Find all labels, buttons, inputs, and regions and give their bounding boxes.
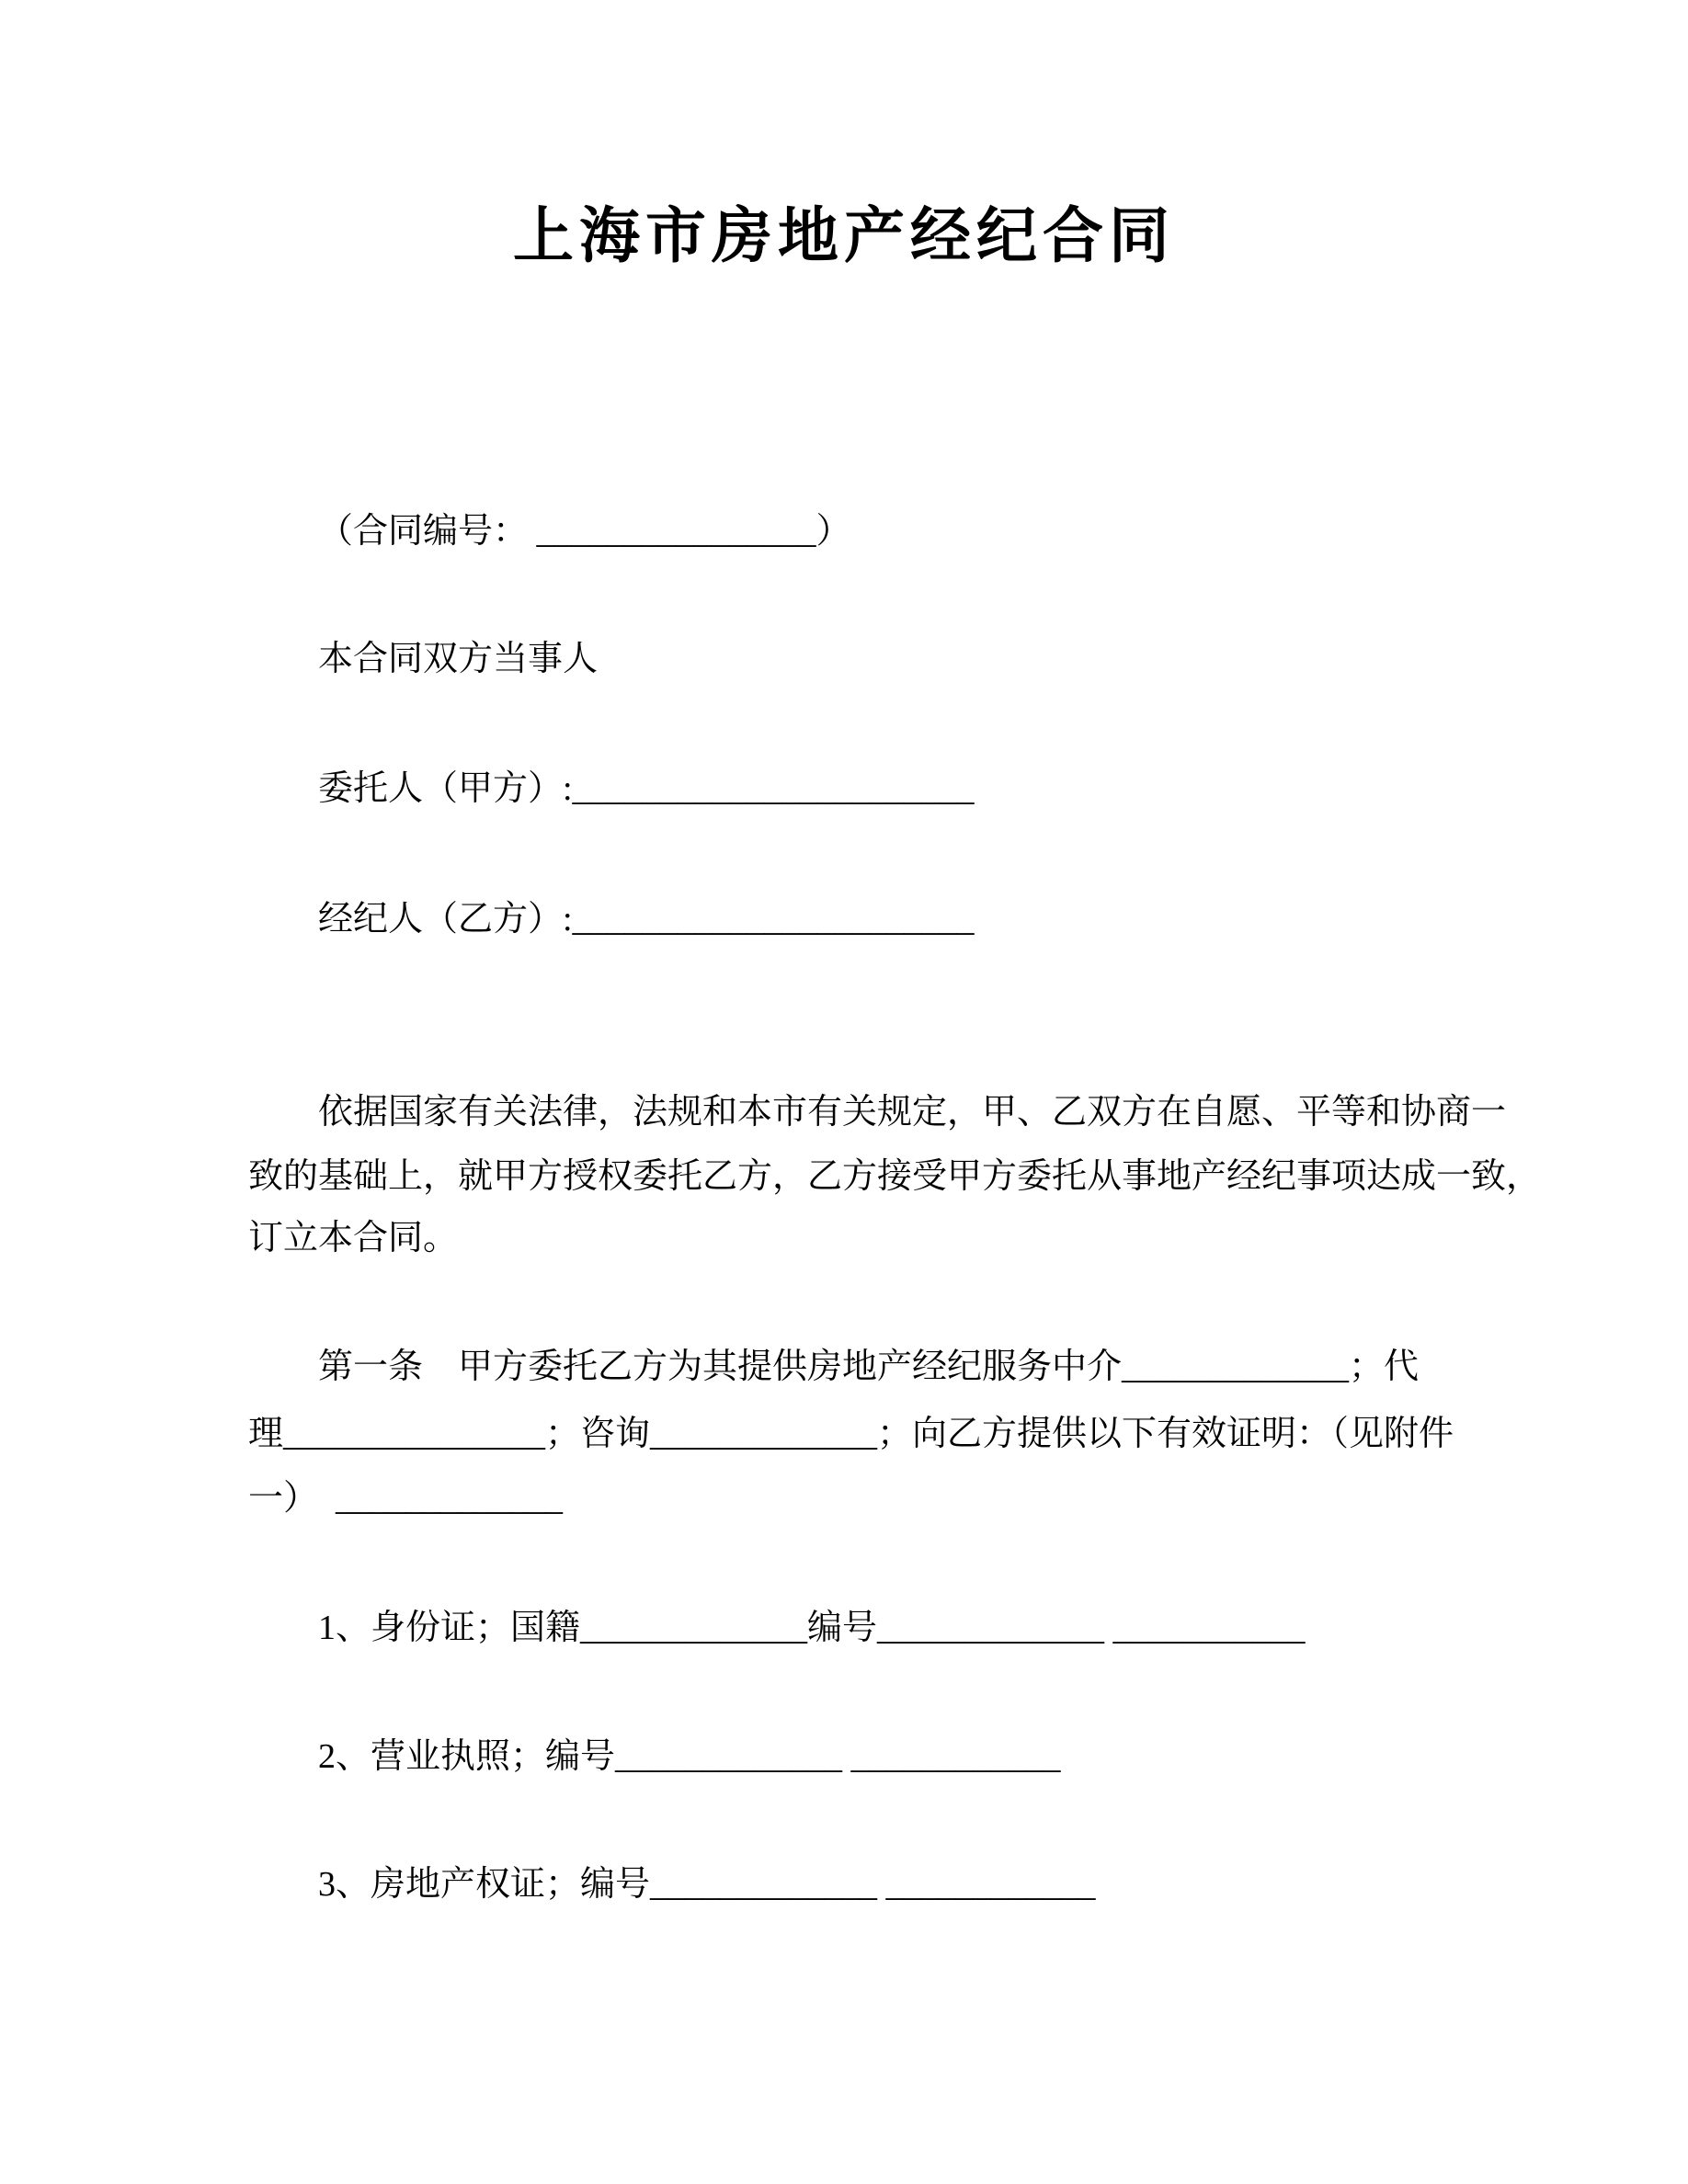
page-title: 上海市房地产经纪合同	[513, 200, 1175, 271]
preamble-line-3: 订立本合同。	[248, 1219, 459, 1257]
certificate-item-property-certificate: 3、房地产权证；编号_____________ ____________	[318, 1865, 1096, 1904]
party-a-line: 委托人（甲方）:_______________________	[318, 769, 975, 808]
parties-heading: 本合同双方当事人	[318, 640, 599, 678]
certificate-item-id-card: 1、身份证；国籍_____________编号_____________ ___________	[318, 1609, 1306, 1647]
article-1-line-1: 第一条 甲方委托乙方为其提供房地产经纪服务中介_____________；代	[318, 1348, 1420, 1386]
party-b-line: 经纪人（乙方）:_______________________	[318, 900, 975, 938]
article-1-line-3: 一） _____________	[248, 1479, 564, 1518]
contract-number-line: （合同编号： ________________）	[318, 512, 851, 551]
certificate-item-business-license: 2、营业执照；编号_____________ ____________	[318, 1737, 1061, 1776]
preamble-line-1: 依据国家有关法律，法规和本市有关规定，甲、乙双方在自愿、平等和协商一	[318, 1093, 1507, 1132]
preamble-line-2: 致的基础上，就甲方授权委托乙方，乙方接受甲方委托从事地产经纪事项达成一致，	[248, 1157, 1542, 1196]
article-1-line-2: 理_______________；咨询_____________；向乙方提供以下有效证明：（见附件	[248, 1415, 1454, 1453]
